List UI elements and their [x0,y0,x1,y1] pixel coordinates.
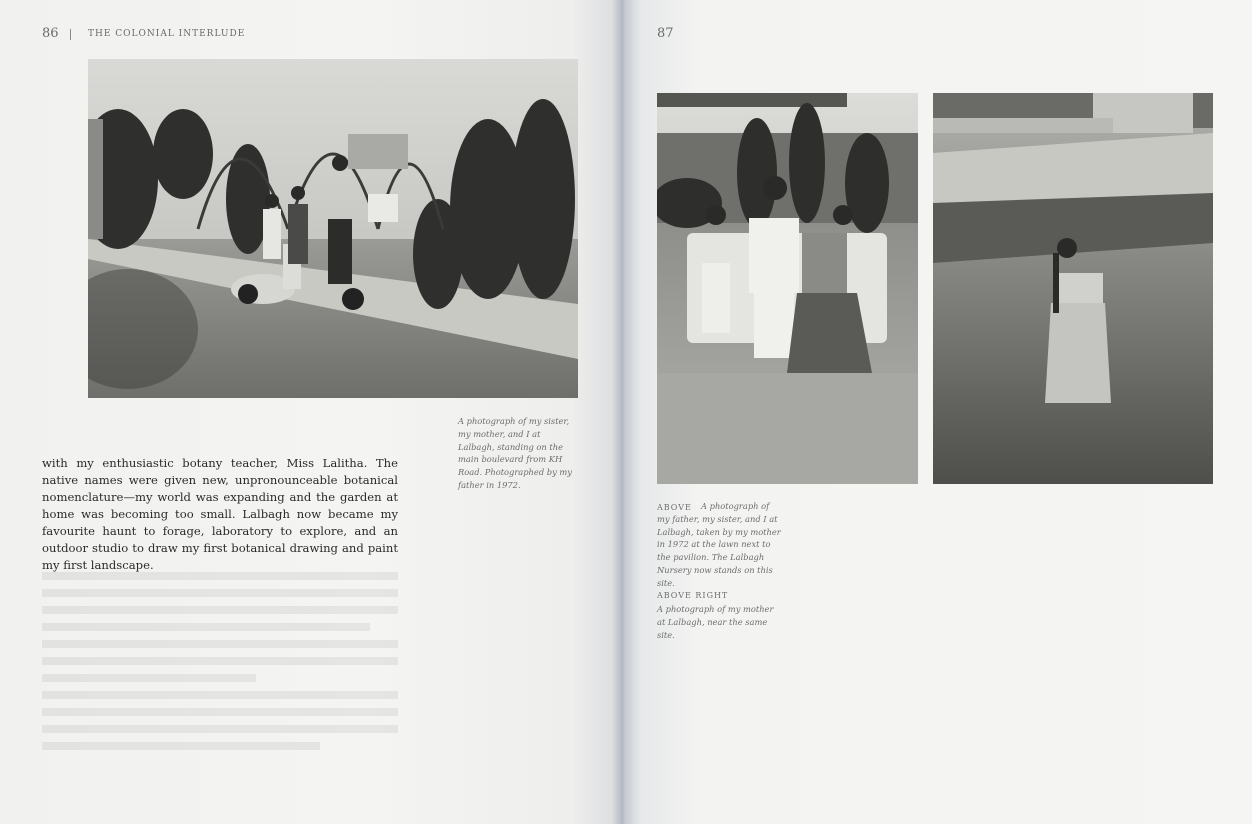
caption-head-above-right: ABOVE RIGHT [657,591,729,600]
caption-head-above: ABOVE [657,503,692,512]
running-head: THE COLONIAL INTERLUDE [88,29,246,39]
header-separator [70,29,71,40]
right-page [622,0,1252,824]
left-page [0,0,622,824]
page-number-right: 87 [657,26,674,41]
caption-above: A photograph of my father, my sister, and I at Lalbagh, taken by my mother in 1972 at the lawn next to the pavilion. The Lalbagh Nursery now stands on this site. [657,501,781,588]
caption-left-photo: A photograph of my sister, my mother, and I at Lalbagh, standing on the main boulevard from KH Road. Photographed by my father in 1972. [458,416,572,490]
book-gutter [612,0,634,824]
lawn-photo [933,93,1213,484]
caption-above-right: A photograph of my mother at Lalbagh, near the same site. [657,604,774,640]
scooter-photo [88,59,578,398]
body-text: with my enthusiastic botany teacher, Miss Lalitha. The native names were given new, unpronounceable botanical nomenclature—my world was expanding and the garden at home was becoming too small. Lalbagh now became my favourite haunt to forage, laboratory to explore, and an outdoor studio to draw my first botanical drawing and paint my first landscape. [42,456,398,572]
page-number-left: 86 [42,26,59,41]
show-through-text [42,572,398,759]
bench-photo [657,93,918,484]
